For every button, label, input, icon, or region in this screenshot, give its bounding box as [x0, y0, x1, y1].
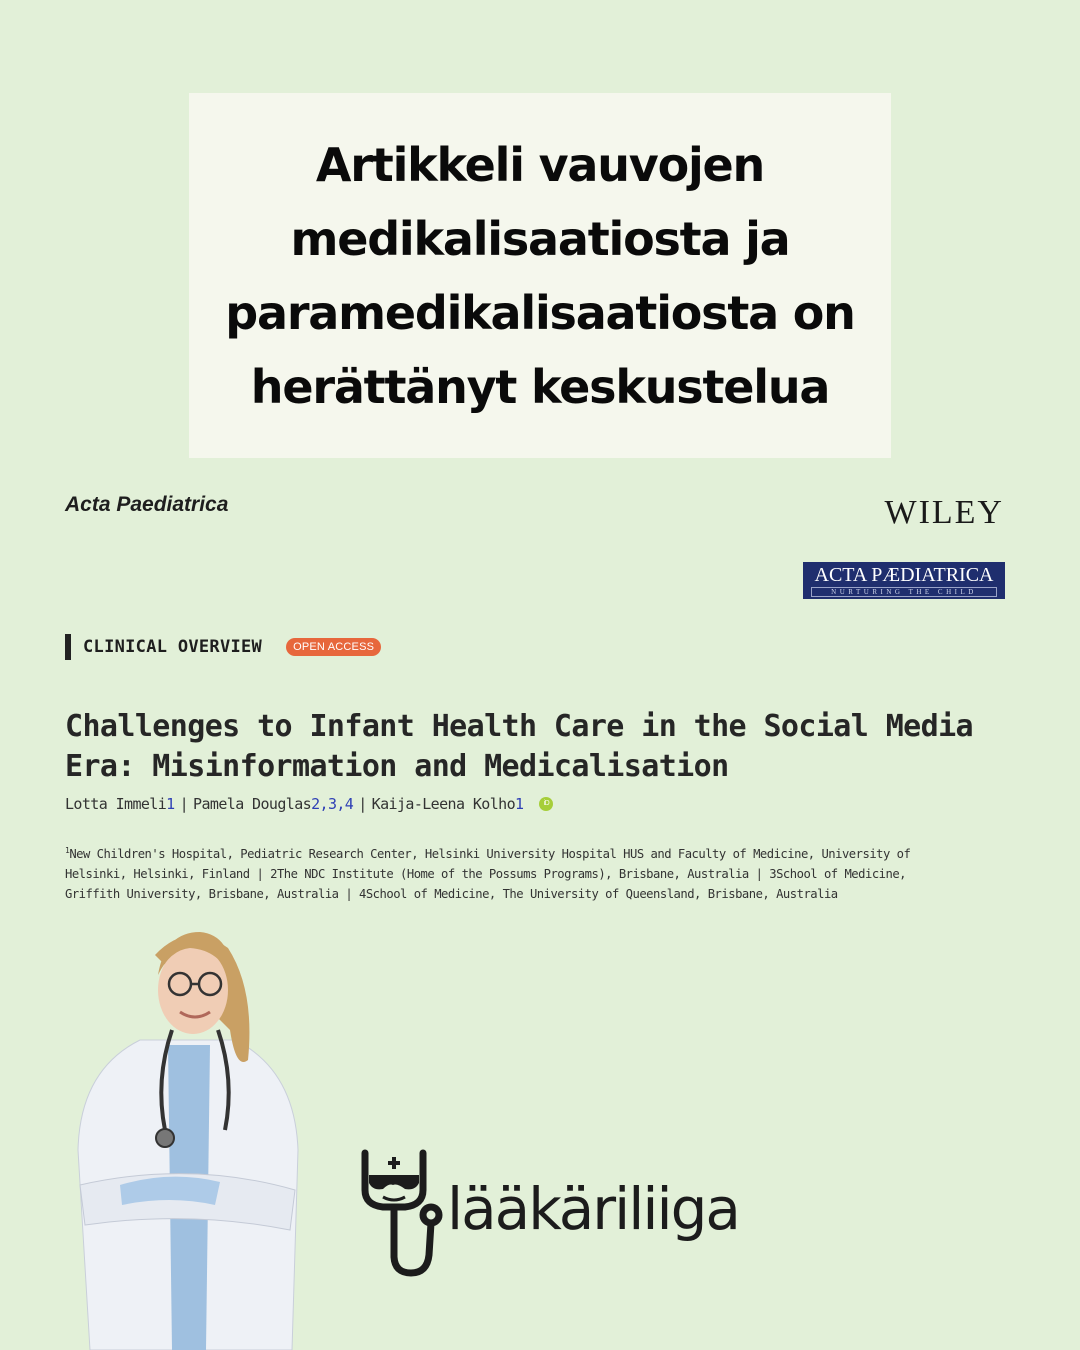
- wiley-logo: [884, 494, 1004, 532]
- author-affiliation-link[interactable]: 1: [166, 795, 175, 813]
- section-row: [65, 634, 381, 660]
- article-title: Challenges to Infant Health Care in the Social Media Era: Misinformation and Medicalisation: [65, 709, 973, 784]
- headline-line: Artikkeli vauvojen: [315, 137, 765, 192]
- author-name[interactable]: Pamela Douglas: [193, 795, 312, 813]
- affiliations-text: New Children's Hospital, Pediatric Research Center, Helsinki University Hospital HUS and Faculty of Medicine, University of Helsinki, Helsinki, Finland | 2The NDC Institute (Home of the Possums Programs), Brisbane, Australia | 3School of Medicine, Griffith University, Brisbane, Australia | 4School of Medicine, The University of Queensland, Brisbane, Australia: [65, 847, 911, 902]
- acta-logo-tagline: NURTURING THE CHILD: [811, 587, 997, 597]
- headline-box: [189, 93, 891, 458]
- affiliations: [65, 841, 945, 904]
- section-bar: [65, 634, 71, 660]
- brand-name: lääkäriliiga: [447, 1175, 739, 1243]
- acta-paediatrica-logo: [803, 562, 1005, 599]
- separator: |: [179, 795, 189, 813]
- author-name[interactable]: Lotta Immeli: [65, 795, 167, 813]
- headline-line: paramedikalisaatiosta on: [225, 285, 855, 340]
- doctor-photo: [60, 920, 320, 1350]
- separator: |: [358, 795, 367, 813]
- acta-logo-title: ACTA PÆDIATRICA: [814, 564, 994, 586]
- stethoscope-doctor-icon: [365, 1153, 439, 1273]
- headline-line: medikalisaatiosta ja: [290, 211, 790, 266]
- author-affiliation-link[interactable]: 2,3,4: [311, 795, 354, 813]
- journal-name: Acta Paediatrica: [65, 493, 229, 516]
- face: [158, 946, 228, 1034]
- wiley-logo-text: WILEY: [884, 494, 1004, 531]
- open-access-badge: OPEN ACCESS: [286, 638, 381, 656]
- author-list: [65, 795, 553, 813]
- author-name[interactable]: Kaija-Leena Kolho: [371, 795, 515, 813]
- affiliation-sup: 1: [65, 846, 70, 855]
- author-affiliation-link[interactable]: 1: [515, 795, 524, 813]
- headline: [203, 128, 877, 424]
- section-label: CLINICAL OVERVIEW: [83, 637, 263, 657]
- headline-line: herättänyt keskustelua: [250, 359, 830, 414]
- orcid-icon[interactable]: iD: [539, 797, 553, 811]
